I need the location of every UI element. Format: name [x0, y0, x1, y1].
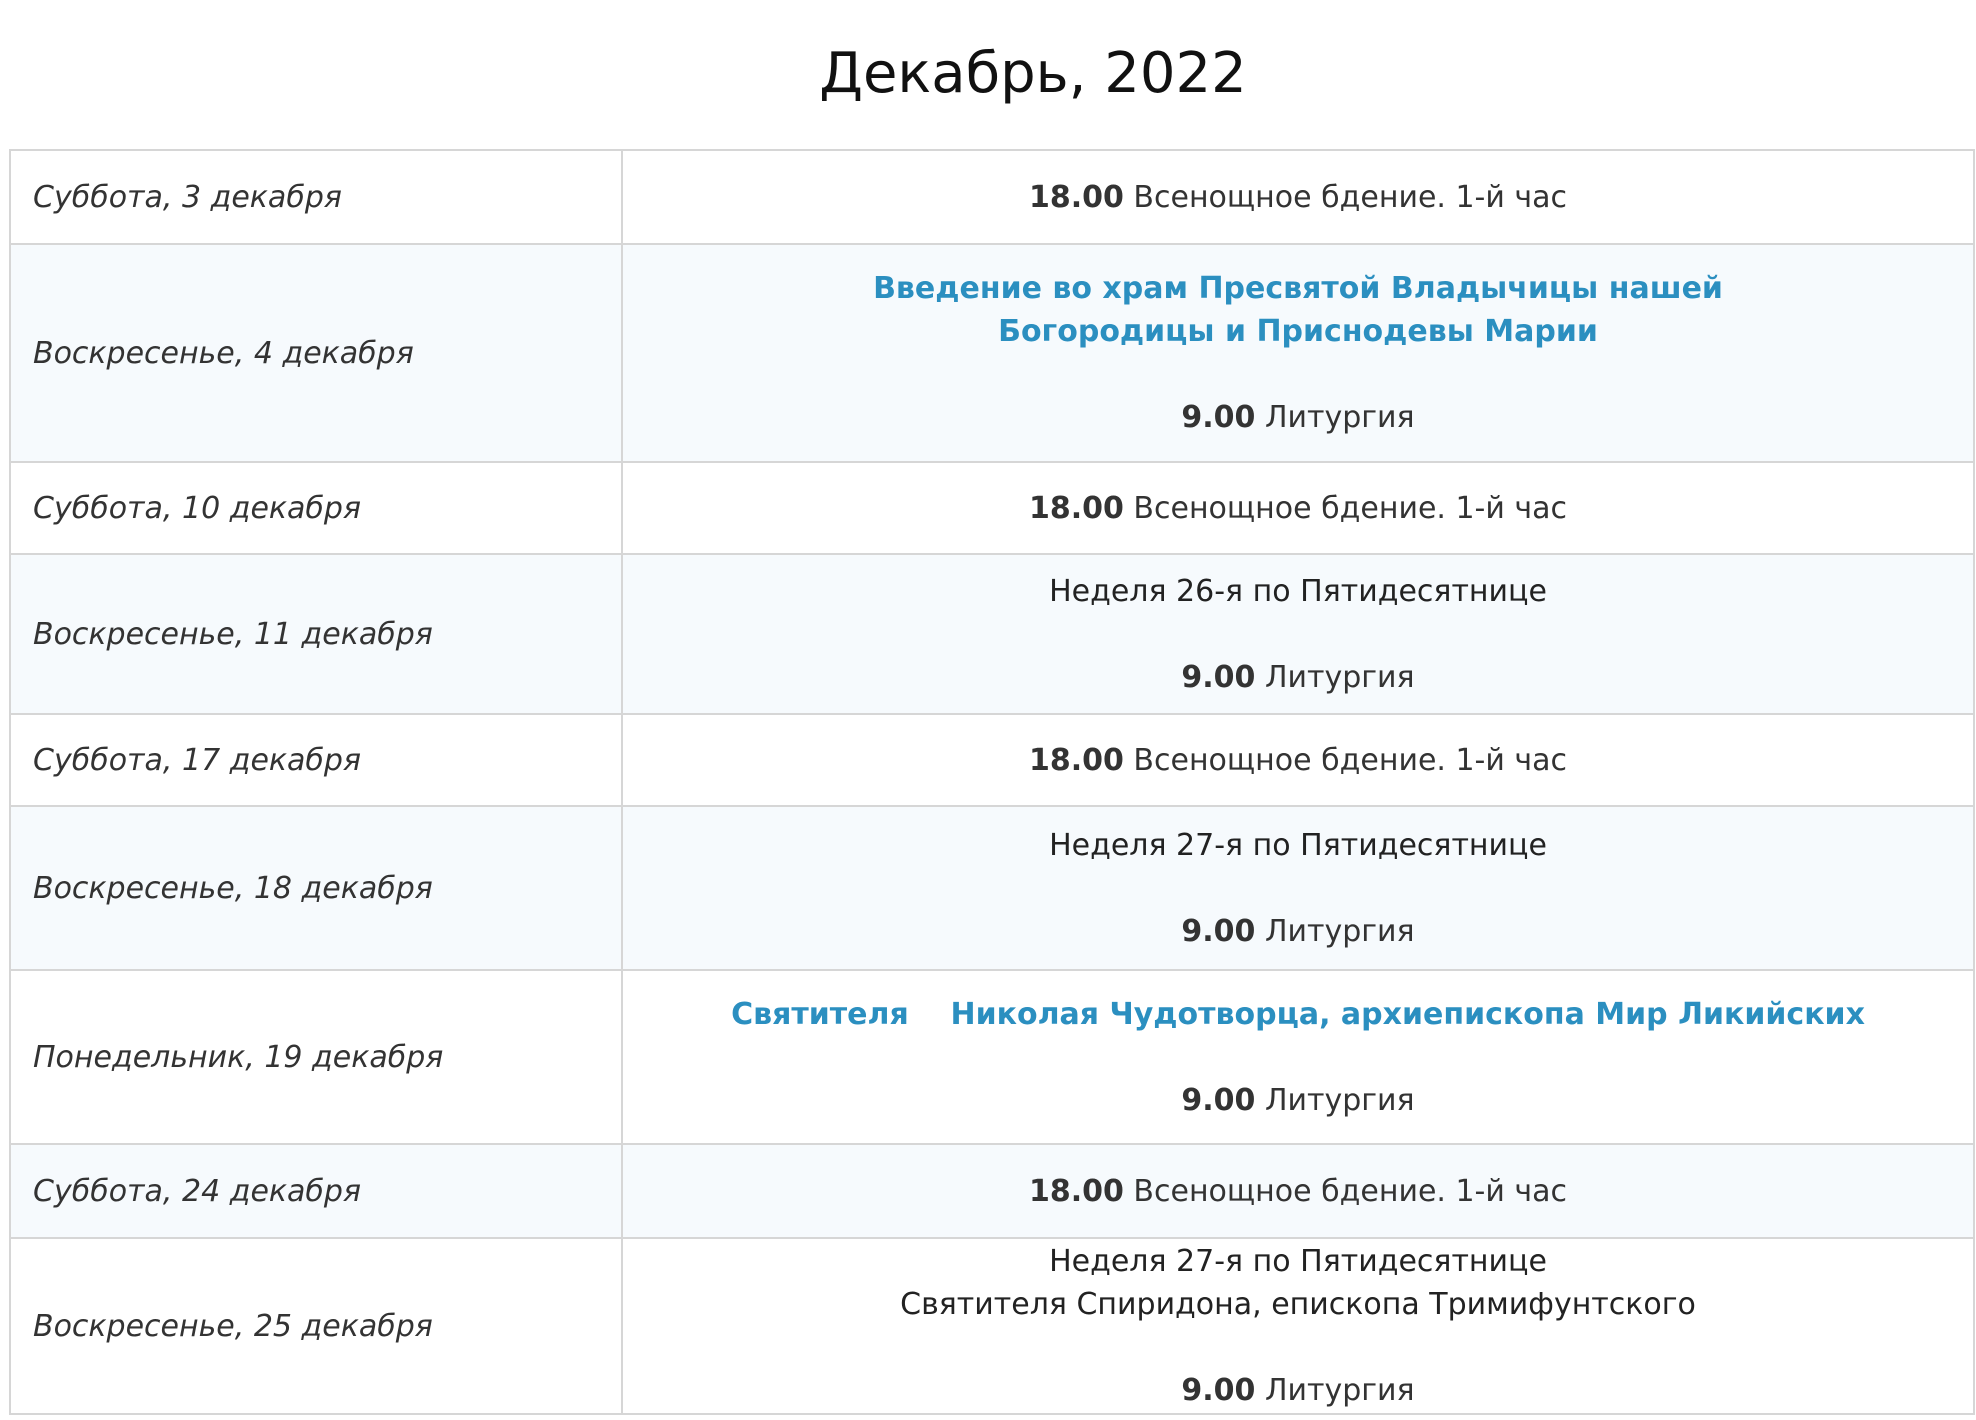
service-time: 9.00	[1181, 1373, 1256, 1408]
spacer	[623, 867, 1973, 910]
service-time: 18.00	[1028, 742, 1124, 778]
feast-title: Святителя Николая Чудотворца, архиепископа Мир Ликийских	[731, 996, 1865, 1032]
day-cell: Воскресенье, 18 декабря	[10, 806, 622, 970]
events-cell	[622, 1144, 1974, 1238]
table-row	[10, 462, 1974, 554]
table-row	[10, 1238, 1974, 1414]
spacer	[623, 353, 1973, 396]
table-row	[10, 150, 1974, 244]
table-row	[10, 714, 1974, 806]
service-name: Литургия	[1255, 1373, 1415, 1408]
service-time: 18.00	[1028, 490, 1124, 526]
table-row	[10, 1144, 1974, 1238]
day-cell: Понедельник, 19 декабря	[10, 970, 622, 1144]
service-time: 9.00	[1181, 400, 1256, 435]
service-line	[623, 656, 1973, 699]
saint-note: Святителя Спиридона, епископа Тримифунтского	[900, 1287, 1696, 1322]
events-cell	[622, 554, 1974, 714]
service-time: 9.00	[1181, 913, 1256, 949]
service-name: Всенощное бдение. 1-й час	[1123, 179, 1568, 215]
service-line	[623, 1369, 1973, 1412]
events-cell	[622, 970, 1974, 1144]
week-note: Неделя 27-я по Пятидесятнице	[1049, 827, 1547, 863]
spacer	[623, 1326, 1973, 1369]
service-name: Литургия	[1255, 1082, 1415, 1118]
feast-title: Богородицы и Приснодевы Марии	[998, 314, 1598, 349]
day-cell: Суббота, 3 декабря	[10, 150, 622, 244]
service-line	[623, 910, 1973, 953]
page-title: Декабрь, 2022	[819, 41, 1247, 106]
service-name: Литургия	[1255, 400, 1415, 435]
service-name: Литургия	[1255, 659, 1415, 695]
day-cell: Воскресенье, 11 декабря	[10, 554, 622, 714]
day-cell: Суббота, 24 декабря	[10, 1144, 622, 1238]
service-time: 9.00	[1181, 659, 1256, 695]
feast-title: Введение во храм Пресвятой Владычицы нашей	[873, 271, 1723, 306]
day-cell: Суббота, 17 декабря	[10, 714, 622, 806]
service-name: Всенощное бдение. 1-й час	[1123, 490, 1568, 526]
service-time: 18.00	[1028, 179, 1124, 215]
events-cell	[622, 150, 1974, 244]
service-name: Литургия	[1255, 913, 1415, 949]
week-note: Неделя 26-я по Пятидесятнице	[1049, 573, 1547, 609]
table-row	[10, 244, 1974, 462]
service-time: 9.00	[1181, 1082, 1256, 1118]
service-time: 18.00	[1028, 1173, 1124, 1209]
schedule-table	[9, 149, 1975, 1415]
day-cell: Суббота, 10 декабря	[10, 462, 622, 554]
service-line	[623, 396, 1973, 439]
events-cell	[622, 806, 1974, 970]
service-line	[623, 1079, 1973, 1122]
table-row	[10, 554, 1974, 714]
spacer	[623, 613, 1973, 656]
spacer	[623, 1036, 1973, 1079]
events-cell	[622, 714, 1974, 806]
service-name: Всенощное бдение. 1-й час	[1123, 1173, 1568, 1209]
day-cell: Воскресенье, 4 декабря	[10, 244, 622, 462]
events-cell	[622, 462, 1974, 554]
table-row	[10, 806, 1974, 970]
table-row	[10, 970, 1974, 1144]
events-cell	[622, 244, 1974, 462]
day-cell: Воскресенье, 25 декабря	[10, 1238, 622, 1414]
events-cell	[622, 1238, 1974, 1414]
service-name: Всенощное бдение. 1-й час	[1123, 742, 1568, 778]
week-note: Неделя 27-я по Пятидесятнице	[1049, 1244, 1547, 1279]
